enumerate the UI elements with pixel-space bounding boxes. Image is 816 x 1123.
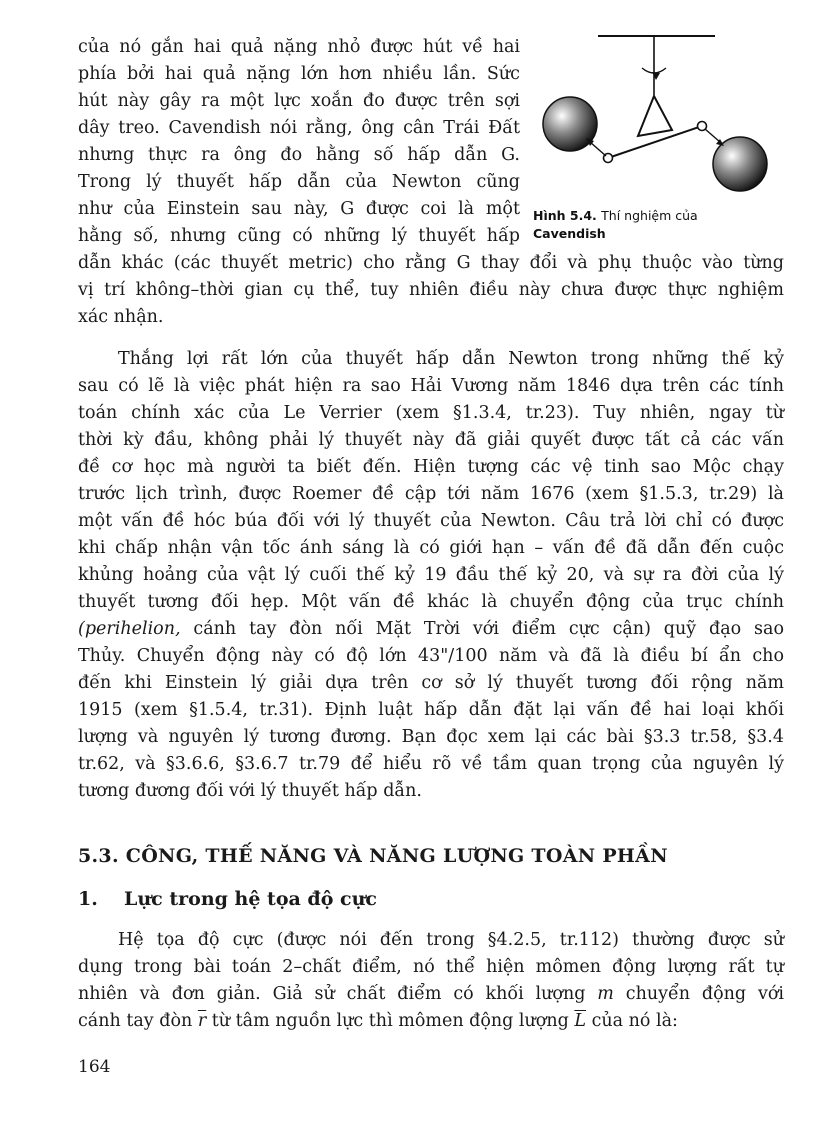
text-line: thời kỳ đầu, không phải lý thuyết này đã giải quyết được tất cả các vấn xyxy=(78,430,784,450)
text-line: tr.62, và §3.6.6, §3.6.7 tr.79 để hiểu rõ về tầm quan trọng của nguyên lý xyxy=(78,754,784,774)
text-line: nhưng thực ra ông đo hằng số hấp dẫn G. xyxy=(78,145,520,165)
caption-label: Hình 5.4. xyxy=(533,208,597,223)
cavendish-figure xyxy=(520,30,780,230)
text-line: dẫn khác (các thuyết metric) cho rằng G thay đổi và phụ thuộc vào từng xyxy=(78,253,784,273)
text-line: lượng và nguyên lý tương đương. Bạn đọc xem lại các bài §3.3 tr.58, §3.4 xyxy=(78,727,784,747)
text-line: Thắng lợi rất lớn của thuyết hấp dẫn Newton trong những thế kỷ xyxy=(118,349,784,369)
text-line: dây treo. Cavendish nói rằng, ông cân Trái Đất xyxy=(78,118,520,138)
mass-symbol: m xyxy=(597,984,614,1004)
perihelion-term: (perihelion, xyxy=(78,619,181,639)
text-line xyxy=(78,616,784,643)
text-line: hằng số, nhưng cũng có những lý thuyết hấp xyxy=(78,226,520,246)
caption-text-2: Cavendish xyxy=(533,226,606,241)
text-line: sau có lẽ là việc phát hiện ra sao Hải Vương năm 1846 dựa trên các tính xyxy=(78,376,784,396)
text-line: phía bởi hai quả nặng lớn hơn nhiều lần. Sức xyxy=(78,64,520,84)
text-line: khủng hoảng của vật lý cuối thế kỷ 19 đầu thế kỷ 20, và sự ra đời của lý xyxy=(78,565,784,585)
text-line: đề cơ học mà người ta biết đến. Hiện tượng các vệ tinh sao Mộc chạy xyxy=(78,457,784,477)
text-span: chuyển động với xyxy=(613,984,784,1004)
text-line: 1915 (xem §1.5.4, tr.31). Định luật hấp dẫn đặt lại vấn đề hai loại khối xyxy=(78,700,784,720)
text-line: đến khi Einstein lý giải dựa trên cơ sở lý thuyết tương đối rộng năm xyxy=(78,673,784,693)
subsection-heading xyxy=(78,888,377,910)
text-line: tương đương đối với lý thuyết hấp dẫn. xyxy=(78,781,422,801)
text-line: một vấn đề hóc búa đối với lý thuyết của Newton. Câu trả lời chỉ có được xyxy=(78,511,784,531)
figure-caption xyxy=(533,207,773,243)
caption-text: Thí nghiệm của xyxy=(601,208,698,223)
text-line: của nó gắn hai quả nặng nhỏ được hút về hai xyxy=(78,37,520,57)
text-line: thuyết tương đối hẹp. Một vấn đề khác là chuyển động của trục chính xyxy=(78,592,784,612)
section-heading: 5.3. CÔNG, THẾ NĂNG VÀ NĂNG LƯỢNG TOÀN PHẦN xyxy=(78,845,668,867)
text-line: Thủy. Chuyển động này có độ lớn 43"/100 năm và đã là điều bí ẩn cho xyxy=(78,646,784,666)
text-line: khi chấp nhận vận tốc ánh sáng là có giới hạn – vấn đề đã dẫn đến cuộc xyxy=(78,538,784,558)
text-line: hút này gây ra một lực xoắn đo được trên sợi xyxy=(78,91,520,111)
subsection-number: 1. xyxy=(78,888,98,910)
page-number: 164 xyxy=(78,1057,111,1077)
text-span: cánh tay đòn xyxy=(78,1011,198,1031)
text-line: xác nhận. xyxy=(78,307,164,327)
text-line xyxy=(78,981,784,1008)
text-span: cánh tay đòn nối Mặt Trời với điểm cực cận) quỹ đạo sao xyxy=(180,619,784,639)
attraction-arrow-left xyxy=(590,142,606,156)
mirror-triangle xyxy=(638,96,672,136)
text-line: dụng trong bài toán 2–chất điểm, nó thể hiện mômen động lượng rất tự xyxy=(78,957,784,977)
text-line: Trong lý thuyết hấp dẫn của Newton cũng xyxy=(78,172,520,192)
text-line xyxy=(78,1008,678,1035)
text-span: từ tâm nguồn lực thì mômen động lượng xyxy=(206,1011,575,1031)
text-line: vị trí không–thời gian cụ thể, tuy nhiên điều này chưa được thực nghiệm xyxy=(78,280,784,300)
text-line: Hệ tọa độ cực (được nói đến trong §4.2.5, tr.112) thường được sử xyxy=(118,930,784,950)
text-line: toán chính xác của Le Verrier (xem §1.3.4, tr.23). Tuy nhiên, ngay từ xyxy=(78,403,784,423)
torsion-rod xyxy=(608,126,702,158)
subsection-title: Lực trong hệ tọa độ cực xyxy=(124,888,377,910)
angular-momentum-symbol: $\overline{L}$ xyxy=(574,1011,586,1031)
text-line: trước lịch trình, được Roemer đề cập tới năm 1676 (xem §1.5.3, tr.29) là xyxy=(78,484,784,504)
text-span: của nó là: xyxy=(586,1011,678,1031)
text-line: như của Einstein sau này, G được coi là một xyxy=(78,199,520,219)
text-span: nhiên và đơn giản. Giả sử chất điểm có khối lượng xyxy=(78,984,598,1004)
radius-vector-symbol: $\overline{r}$ xyxy=(197,1011,207,1031)
attraction-arrow-right xyxy=(705,129,720,142)
